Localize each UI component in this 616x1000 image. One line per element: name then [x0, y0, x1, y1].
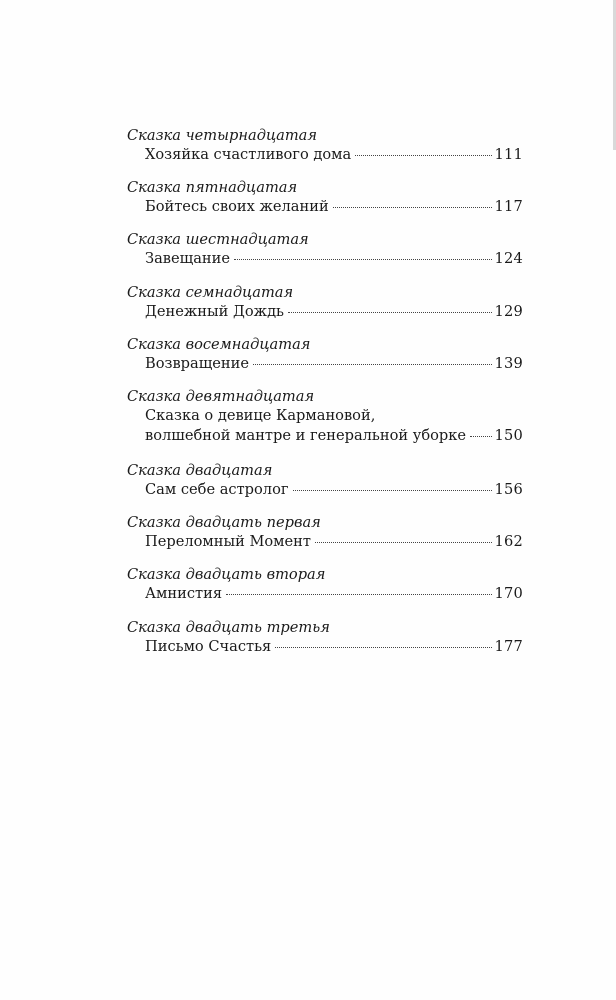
chapter-title: Амнистия	[145, 585, 223, 603]
toc-title-row	[127, 480, 523, 500]
chapter-number: Сказка четырнадцатая	[127, 127, 318, 144]
table-of-contents	[127, 126, 523, 670]
chapter-number: Сказка семнадцатая	[127, 283, 294, 301]
dot-leader	[234, 259, 492, 260]
toc-entry	[127, 387, 523, 461]
dot-leader	[333, 207, 492, 208]
chapter-number: Сказка двадцать третья	[127, 618, 330, 636]
page-number: 162	[494, 533, 523, 551]
page-number: 124	[494, 250, 523, 268]
chapter-title: Бойтесь своих желаний	[145, 198, 329, 216]
chapter-title: Сам себе астролог	[145, 480, 289, 498]
toc-title-row	[127, 145, 523, 165]
dot-leader	[288, 312, 492, 313]
chapter-title: волшебной мантре и генеральной уборке	[145, 426, 467, 444]
toc-title-row	[127, 637, 523, 657]
dot-leader	[275, 647, 491, 648]
toc-title-row	[127, 302, 523, 322]
dot-leader	[470, 436, 492, 437]
chapter-title: Письмо Счастья	[145, 637, 272, 655]
page-number: 117	[494, 198, 523, 216]
toc-entry	[127, 230, 523, 282]
chapter-number: Сказка двадцать вторая	[127, 566, 326, 584]
chapter-title: Возвращение	[145, 354, 250, 372]
toc-entry	[127, 565, 523, 617]
toc-entry	[127, 178, 523, 230]
dot-leader	[253, 364, 492, 365]
toc-entry	[127, 126, 523, 178]
toc-title-row	[127, 532, 523, 552]
toc-title-row	[127, 584, 523, 604]
toc-title-row	[127, 354, 523, 374]
toc-title-row	[127, 426, 523, 446]
page-number: 177	[494, 637, 523, 655]
dot-leader	[293, 490, 492, 491]
chapter-title: Завещание	[145, 250, 231, 268]
chapter-number: Сказка восемнадцатая	[127, 335, 311, 353]
dot-leader	[226, 594, 491, 595]
toc-entry	[127, 618, 523, 670]
page-number: 150	[494, 426, 523, 444]
chapter-number: Сказка девятнадцатая	[127, 387, 315, 405]
chapter-title: Денежный Дождь	[145, 302, 285, 320]
page-number: 129	[494, 302, 523, 320]
chapter-number: Сказка пятнадцатая	[127, 179, 298, 197]
toc-title-row	[127, 197, 523, 217]
toc-entry	[127, 461, 523, 513]
dot-leader	[315, 542, 492, 543]
chapter-number: Сказка двадцать первая	[127, 514, 321, 532]
toc-entry	[127, 283, 523, 335]
page-number: 156	[494, 480, 523, 498]
page-number: 170	[494, 585, 523, 603]
chapter-title: Переломный Момент	[145, 533, 311, 551]
page-number: 111	[494, 146, 523, 163]
chapter-title-line-1: Сказка о девице Кармановой,	[145, 406, 376, 424]
toc-entry	[127, 513, 523, 565]
toc-entry	[127, 335, 523, 387]
chapter-number: Сказка двадцатая	[127, 461, 273, 479]
dot-leader	[355, 155, 491, 156]
chapter-number: Сказка шестнадцатая	[127, 231, 309, 249]
page-number: 139	[494, 354, 523, 372]
chapter-title: Хозяйка счастливого дома	[145, 146, 352, 163]
toc-title-row	[127, 249, 523, 269]
